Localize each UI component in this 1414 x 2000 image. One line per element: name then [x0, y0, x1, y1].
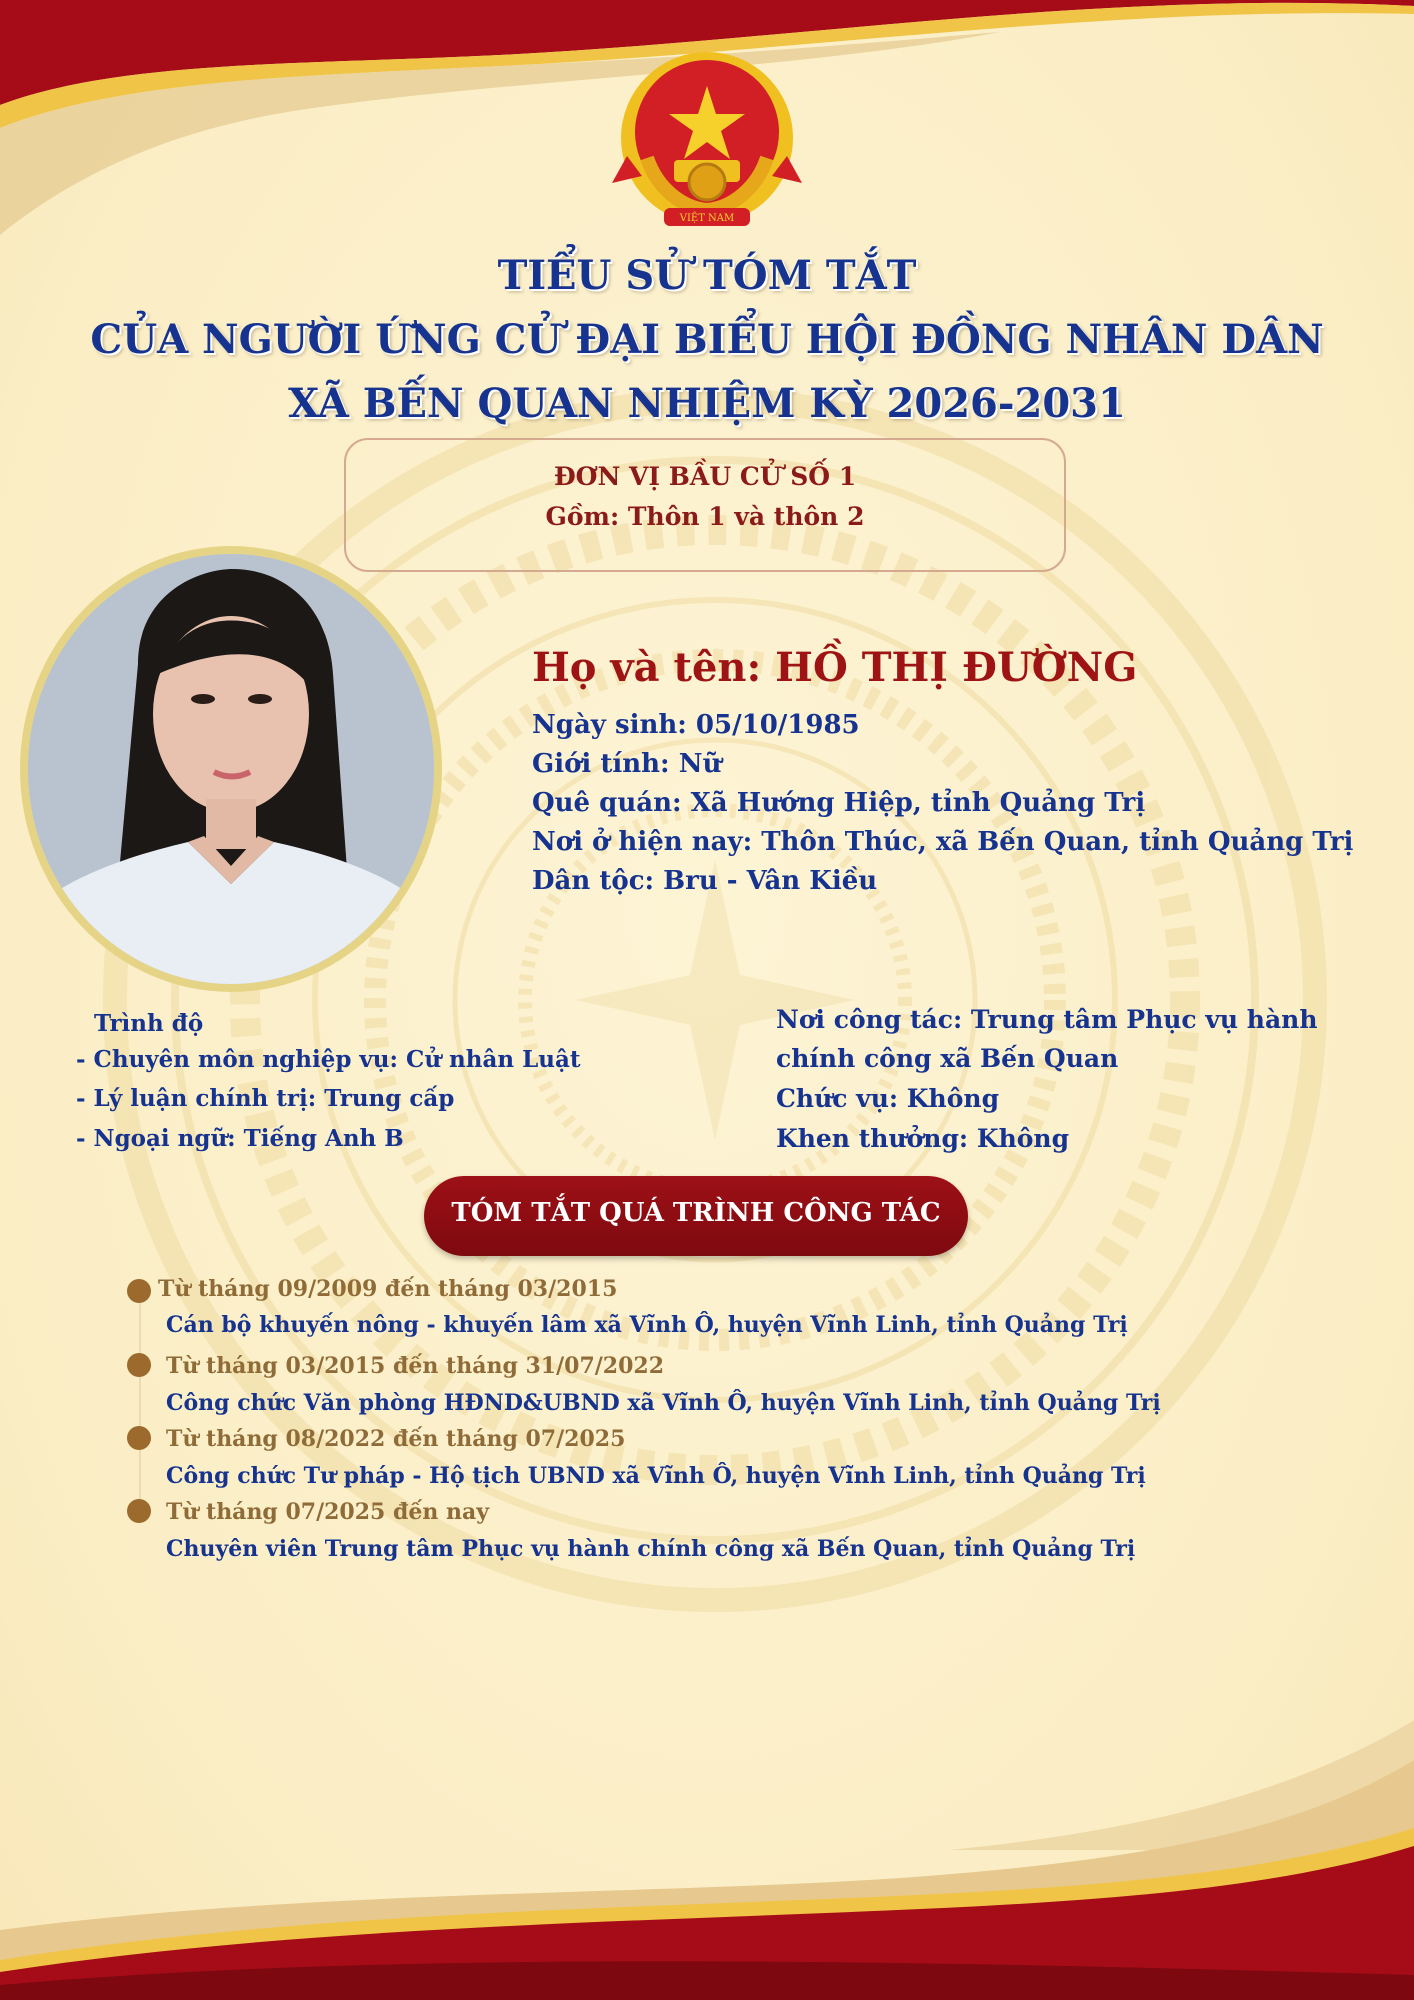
- vietnam-national-emblem-icon: [602, 48, 812, 240]
- timeline-dot-icon: [127, 1426, 151, 1450]
- candidate-dob: Ngày sinh: 05/10/1985: [532, 710, 860, 740]
- workplace-line-2: chính công xã Bến Quan: [776, 1044, 1119, 1073]
- career-summary-banner: [424, 1176, 968, 1256]
- career-job: Công chức Tư pháp - Hộ tịch UBND xã Vĩnh Ô, huyện Vĩnh Linh, tỉnh Quảng Trị: [166, 1463, 1146, 1489]
- career-period: Từ tháng 07/2025 đến nay: [166, 1499, 490, 1525]
- career-job: Cán bộ khuyến nông - khuyến lâm xã Vĩnh Ô, huyện Vĩnh Linh, tỉnh Quảng Trị: [166, 1312, 1128, 1338]
- timeline-dot-icon: [127, 1353, 151, 1377]
- education-item: - Ngoại ngữ: Tiếng Anh B: [76, 1125, 404, 1152]
- candidate-hometown: Quê quán: Xã Hướng Hiệp, tỉnh Quảng Trị: [532, 788, 1146, 818]
- timeline-line: [139, 1288, 141, 1518]
- education-heading: Trình độ: [94, 1010, 204, 1037]
- awards: Khen thưởng: Không: [776, 1124, 1070, 1153]
- career-summary-title: TÓM TẮT QUÁ TRÌNH CÔNG TÁC: [451, 1198, 941, 1228]
- career-period: Từ tháng 08/2022 đến tháng 07/2025: [166, 1426, 626, 1452]
- workplace-line-1: Nơi công tác: Trung tâm Phục vụ hành: [776, 1005, 1318, 1034]
- career-period: Từ tháng 09/2009 đến tháng 03/2015: [158, 1276, 618, 1302]
- candidate-ethnicity: Dân tộc: Bru - Vân Kiều: [532, 866, 878, 896]
- electoral-unit-title: ĐƠN VỊ BẦU CỬ SỐ 1: [553, 462, 857, 491]
- timeline-dot-icon: [127, 1279, 151, 1303]
- electoral-unit-villages: Gồm: Thôn 1 và thôn 2: [545, 502, 865, 531]
- candidate-gender: Giới tính: Nữ: [532, 749, 722, 779]
- candidate-residence: Nơi ở hiện nay: Thôn Thúc, xã Bến Quan, tỉnh Quảng Trị: [532, 827, 1354, 857]
- title-line-2: CỦA NGƯỜI ỨNG CỬ ĐẠI BIỂU HỘI ĐỒNG NHÂN DÂN: [90, 316, 1324, 363]
- education-item: - Chuyên môn nghiệp vụ: Cử nhân Luật: [76, 1046, 581, 1073]
- position: Chức vụ: Không: [776, 1084, 1000, 1113]
- candidate-name: Họ và tên: HỒ THỊ ĐƯỜNG: [532, 644, 1138, 691]
- svg-text:VIỆT NAM: VIỆT NAM: [679, 213, 735, 224]
- candidate-portrait-icon: [28, 554, 434, 984]
- career-job: Công chức Văn phòng HĐND&UBND xã Vĩnh Ô, huyện Vĩnh Linh, tỉnh Quảng Trị: [166, 1390, 1161, 1416]
- career-period: Từ tháng 03/2015 đến tháng 31/07/2022: [166, 1353, 665, 1379]
- career-job: Chuyên viên Trung tâm Phục vụ hành chính công xã Bến Quan, tỉnh Quảng Trị: [166, 1536, 1136, 1562]
- education-item: - Lý luận chính trị: Trung cấp: [76, 1085, 455, 1112]
- title-line-3: XÃ BẾN QUAN NHIỆM KỲ 2026-2031: [288, 380, 1126, 427]
- timeline-dot-icon: [127, 1499, 151, 1523]
- title-line-1: TIỂU SỬ TÓM TẮT: [497, 252, 917, 299]
- electoral-unit-box: [344, 438, 1066, 572]
